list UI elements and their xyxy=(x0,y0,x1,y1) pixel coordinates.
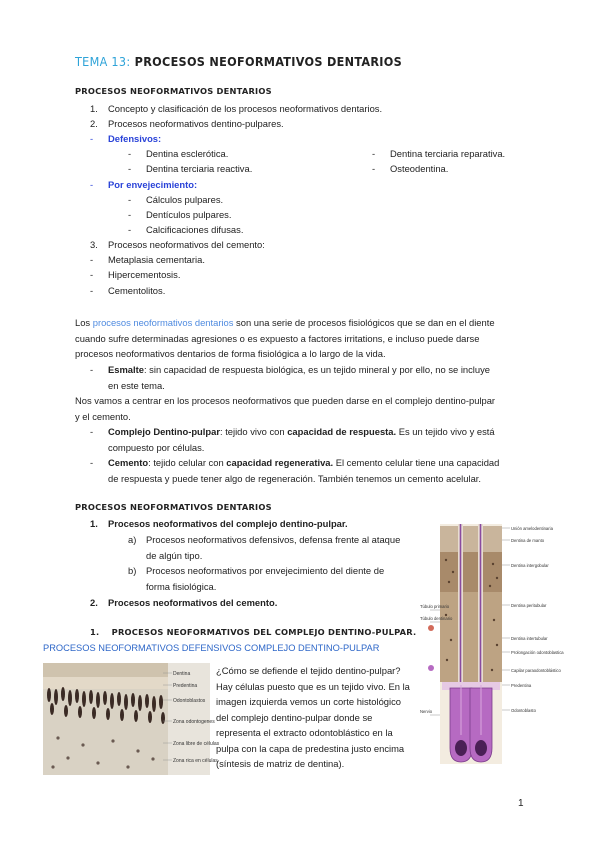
index-item-2: 2. Procesos neoformativos dentino-pulpares. xyxy=(90,118,284,129)
label-dentina: Dentina xyxy=(173,671,191,677)
section2-sub-a: a) Procesos neoformativos defensivos, defensa frente al ataque de algún tipo. xyxy=(128,534,401,561)
section2-item-1: 1. Procesos neoformativos del complejo dentino-pulpar. xyxy=(90,518,348,529)
page-number: 1 xyxy=(518,798,524,809)
def-item-1: - Dentina esclerótica. xyxy=(128,148,229,159)
intro-paragraph: Los procesos neoformativos dentarios son una serie de procesos fisiológicos que se dan en el diente cuando sufre determinadas agresiones o es expuesto a factores irritations, e incluso puede darse procesos neoformativos dentarios de forma fisiológica a lo largo de la vida. xyxy=(75,317,495,359)
cem-item-1: - Metaplasia cementaria. xyxy=(90,254,205,265)
index-heading: PROCESOS NEOFORMATIVOS DENTARIOS xyxy=(75,86,272,96)
complejo-bullet: - Complejo Dentino-pulpar: tejido vivo con capacidad de respuesta. Es un tejido vivo y está compuesto por células. xyxy=(90,426,495,453)
title-number: TEMA 13: xyxy=(75,54,131,69)
def-item-2: - Dentina terciaria reactiva. xyxy=(128,163,253,174)
index-item-1: 1. Concepto y clasificación de los procesos neoformativos dentarios. xyxy=(90,103,383,114)
label-predentina-diagram: Predentina xyxy=(511,683,532,688)
label-zona-odontogenes: Zona odontogenes xyxy=(173,719,215,725)
esmalte-bullet: - Esmalte: sin capacidad de respuesta biológica, es un tejido mineral y por ello, no se incluye en este tema. xyxy=(90,364,491,391)
title-text: PROCESOS NEOFORMATIVOS DENTARIOS xyxy=(134,54,403,69)
intro-link-text: procesos neoformativos dentarios xyxy=(92,317,234,328)
section3-subheading: PROCESOS NEOFORMATIVOS DEFENSIVOS COMPLEJO DENTINO-PULPAR xyxy=(43,643,380,653)
label-zona-libre: Zona libre de células xyxy=(173,741,220,747)
env-item-1: - Cálculos pulpares. xyxy=(128,194,224,205)
label-capilar: Capilar paraodontoblástico xyxy=(511,668,561,673)
cem-item-2: - Hipercementosis. xyxy=(90,269,181,280)
section2-item-2: 2. Procesos neoformativos del cemento. xyxy=(90,597,278,608)
label-tubulo-primario: Túbulo primario xyxy=(420,604,450,609)
page-title xyxy=(75,54,402,69)
label-union-amelodentinaria: Unión amelodentinaria xyxy=(511,526,553,531)
section2-sub-b: b) Procesos neoformativos por envejecimiento del diente de forma fisiológica. xyxy=(128,565,385,592)
def-item-3: - Dentina terciaria reparativa. xyxy=(372,148,506,159)
index-item-3: 3. Procesos neoformativos del cemento: xyxy=(90,239,265,250)
label-dentina-peritubular: Dentina peritubular xyxy=(511,603,547,608)
def-item-4: - Osteodentina. xyxy=(372,163,449,174)
label-tubulo-dentinario: Túbulo dentinario xyxy=(420,616,453,621)
section3-paragraph: ¿Cómo se defiende el tejido dentino-pulpar? Hay células puesto que es un tejido vivo. En la imagen izquierda vemos un corte histológico del complejo dentino-pulpar donde se representa el extracto odontoblástico en la pulpa con la capa de predestina justo encima (síntesis de matriz de dentina). xyxy=(216,665,410,769)
label-zona-rica: Zona rica en células xyxy=(173,758,218,764)
label-predentina: Predentina xyxy=(173,683,198,689)
index-defensivos: - Defensivos: xyxy=(90,133,162,144)
label-dentina-intergobular: Dentina intergobular xyxy=(511,563,549,568)
cemento-bullet: - Cemento: tejido celular con capacidad regenerativa. El cemento celular tiene una capacidad de respuesta y puede tener algo de regeneración. También tenemos un cemento acelular. xyxy=(90,457,500,484)
label-nervio: Nervio xyxy=(420,709,433,714)
env-item-3: - Calcificaciones difusas. xyxy=(128,224,244,235)
label-prolongacion: Prolongación odontoblastica xyxy=(511,650,564,655)
index-envejecimiento: - Por envejecimiento: xyxy=(90,179,198,190)
focus-paragraph: Nos vamos a centrar en los procesos neoformativos que pueden darse en el complejo dentino-pulpar y el cemento. xyxy=(75,395,496,422)
section2-heading: PROCESOS NEOFORMATIVOS DENTARIOS xyxy=(75,502,272,512)
dentin-pulp-diagram xyxy=(420,520,564,770)
label-dentina-intertubular: Dentina intertubular xyxy=(511,636,548,641)
label-odontoblastos: Odontoblastos xyxy=(173,698,206,704)
histology-image xyxy=(43,663,220,775)
section3-heading: 1. PROCESOS NEOFORMATIVOS DEL COMPLEJO DENTINO-PULPAR. xyxy=(90,627,417,637)
label-dentina-manto: Dentina de manto xyxy=(511,538,545,543)
env-item-2: - Dentículos pulpares. xyxy=(128,209,232,220)
cem-item-3: - Cementolitos. xyxy=(90,285,166,296)
label-odontoblasto: Odontoblasto xyxy=(511,708,536,713)
